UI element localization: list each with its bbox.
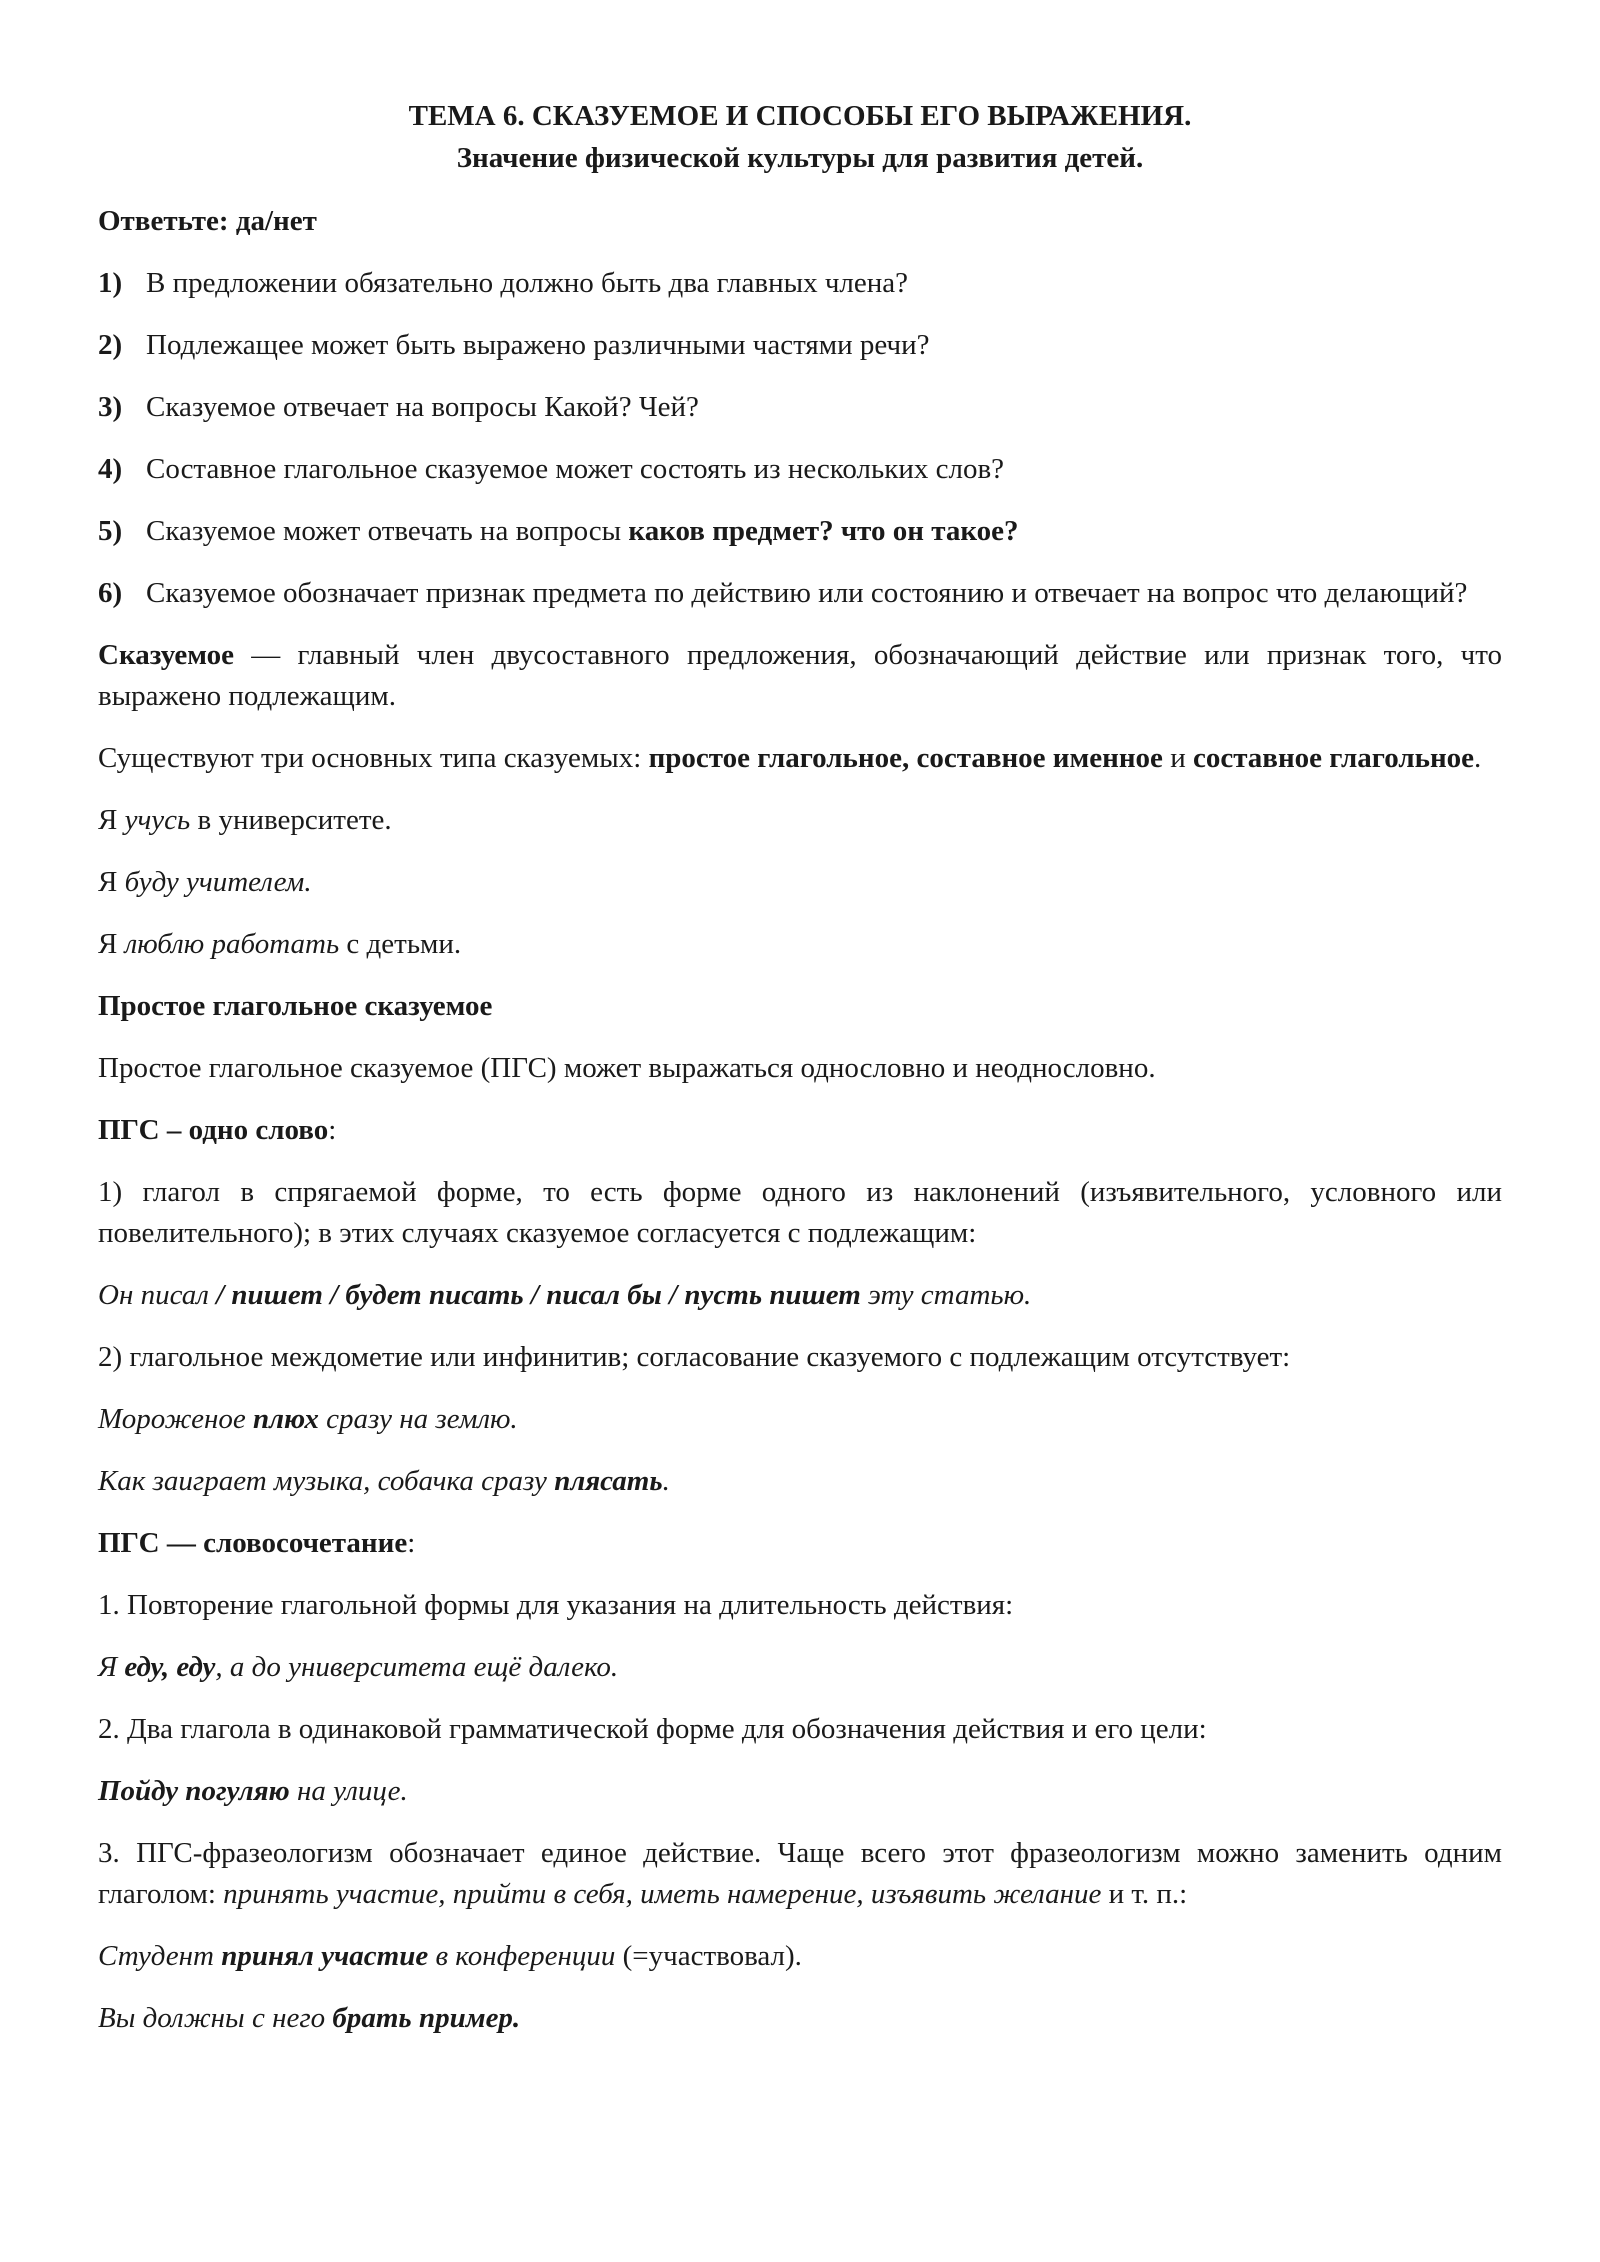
question-text: Сказуемое отвечает на вопросы Какой? Чей? xyxy=(146,391,699,423)
types-pre: Существуют три основных типа сказуемых: xyxy=(98,742,649,774)
phrase-text: и т. п.: xyxy=(1101,1878,1188,1910)
pgs-one-word-heading xyxy=(98,1110,1502,1151)
example-plain: Я xyxy=(98,866,125,898)
example-vy xyxy=(98,1998,1502,2039)
example-predicate: Пойду погуляю xyxy=(98,1775,290,1807)
question-3 xyxy=(98,387,1502,428)
example-plain: Вы должны с него xyxy=(98,2002,333,2034)
pgs-phrase-label: ПГС — словосочетание xyxy=(98,1527,408,1559)
example-plain: Я xyxy=(98,1651,125,1683)
question-number: 2) xyxy=(98,329,123,361)
title-line-2: Значение физической культуры для развития детей. xyxy=(456,142,1144,174)
example-gloss: (=участвовал). xyxy=(615,1940,802,1972)
section-intro: Простое глагольное сказуемое (ПГС) может выражаться однословно и неоднословно. xyxy=(98,1052,1156,1084)
pgs-phrase-heading xyxy=(98,1523,1502,1564)
phrase-item-1: 1. Повторение глагольной формы для указания на длительность действия: xyxy=(98,1589,1014,1621)
question-text-plain: Сказуемое может отвечать на вопросы xyxy=(146,515,629,547)
phrase-examples: принять участие, прийти в себя, иметь намерение, изъявить желание xyxy=(223,1878,1102,1910)
example-edu xyxy=(98,1647,1502,1688)
question-number: 4) xyxy=(98,453,123,485)
section-heading: Простое глагольное сказуемое xyxy=(98,990,493,1022)
question-1 xyxy=(98,263,1502,304)
example-student xyxy=(98,1936,1502,1977)
example-plain: эту статью. xyxy=(860,1279,1032,1311)
colon: : xyxy=(328,1114,337,1146)
title-line-1: ТЕМА 6. СКАЗУЕМОЕ И СПОСОБЫ ЕГО ВЫРАЖЕНИЯ. xyxy=(408,100,1192,132)
example-plain: в конференции xyxy=(428,1940,616,1972)
types-post: . xyxy=(1474,742,1482,774)
example-kak-zaigraet xyxy=(98,1461,1502,1502)
example-morozhenoe xyxy=(98,1399,1502,1440)
example-predicate: брать пример. xyxy=(332,2002,521,2034)
example-predicate: плясать xyxy=(554,1465,663,1497)
example-plain: , а до университета ещё далеко. xyxy=(215,1651,619,1683)
example-plain: Я xyxy=(98,804,125,836)
item-2: 2) глагольное междометие или инфинитив; согласование сказуемого с подлежащим отсутствует: xyxy=(98,1341,1291,1373)
definition-text: — главный член двусоставного предложения, обозначающий действие или признак того, что выражено подлежащим. xyxy=(98,639,1502,712)
example-lyublyu xyxy=(98,924,1502,965)
types-mid: и xyxy=(1162,742,1193,774)
example-predicate: плюх xyxy=(253,1403,319,1435)
question-text: Подлежащее может быть выражено различными частями речи? xyxy=(146,329,930,361)
example-predicate: буду учителем xyxy=(124,866,305,898)
title-block xyxy=(98,95,1502,179)
example-plain: Я xyxy=(98,928,125,960)
item-1: 1) глагол в спрягаемой форме, то есть форме одного из наклонений (изъявительного, условного или повелительного); в этих случаях сказуемое согласуется с подлежащим: xyxy=(98,1176,1502,1249)
pgs-one-word-label: ПГС – одно слово xyxy=(98,1114,329,1146)
question-number: 1) xyxy=(98,267,123,299)
example-plain: . xyxy=(304,866,312,898)
definition-term: Сказуемое xyxy=(98,639,234,671)
types-paragraph xyxy=(98,738,1502,779)
example-predicate: еду, еду xyxy=(124,1651,216,1683)
types-bold-1: простое глагольное, составное именное xyxy=(648,742,1163,774)
example-plain: Он писал xyxy=(98,1279,217,1311)
question-text-bold: каков предмет? что он такое? xyxy=(628,515,1019,547)
phrase-item-3 xyxy=(98,1833,1502,1915)
question-text: Составное глагольное сказуемое может состоять из нескольких слов? xyxy=(146,453,1005,485)
example-uchus xyxy=(98,800,1502,841)
prompt: Ответьте: да/нет xyxy=(98,205,317,237)
question-6 xyxy=(98,573,1502,614)
example-plain: сразу на землю. xyxy=(318,1403,518,1435)
question-text xyxy=(146,511,1502,552)
example-budu xyxy=(98,862,1502,903)
phrase-item-2: 2. Два глагола в одинаковой грамматической форме для обозначения действия и его цели: xyxy=(98,1713,1207,1745)
question-5 xyxy=(98,511,1502,552)
example-poidu xyxy=(98,1771,1502,1812)
example-predicate: принял участие xyxy=(221,1940,429,1972)
phrase-text: 3. ПГС-фразеологизм обозначает единое действие. Чаще всего этот фразеологизм можно заменить одним глаголом: xyxy=(98,1837,1502,1910)
example-plain: на улице. xyxy=(289,1775,408,1807)
types-bold-2: составное глагольное xyxy=(1192,742,1475,774)
example-predicate: / пишет / будет писать / писал бы / пусть пишет xyxy=(216,1279,861,1311)
example-plain: Мороженое xyxy=(98,1403,253,1435)
example-plain: . xyxy=(662,1465,670,1497)
question-2 xyxy=(98,325,1502,366)
question-text: Сказуемое обозначает признак предмета по действию или состоянию и отвечает на вопрос что делающий? xyxy=(146,577,1468,609)
example-plain: Как заиграет музыка, собачка сразу xyxy=(98,1465,555,1497)
example-plain: с детьми. xyxy=(339,928,462,960)
question-number: 3) xyxy=(98,391,123,423)
example-predicate: учусь xyxy=(124,804,191,836)
document-page xyxy=(98,95,1502,2060)
question-number: 5) xyxy=(98,515,123,547)
example-on-pisal xyxy=(98,1275,1502,1316)
colon: : xyxy=(407,1527,416,1559)
example-plain: в университете. xyxy=(190,804,392,836)
example-plain: Студент xyxy=(98,1940,222,1972)
question-text: В предложении обязательно должно быть два главных члена? xyxy=(146,267,909,299)
example-predicate: люблю работать xyxy=(124,928,340,960)
question-4 xyxy=(98,449,1502,490)
question-number: 6) xyxy=(98,577,123,609)
definition-paragraph xyxy=(98,635,1502,717)
